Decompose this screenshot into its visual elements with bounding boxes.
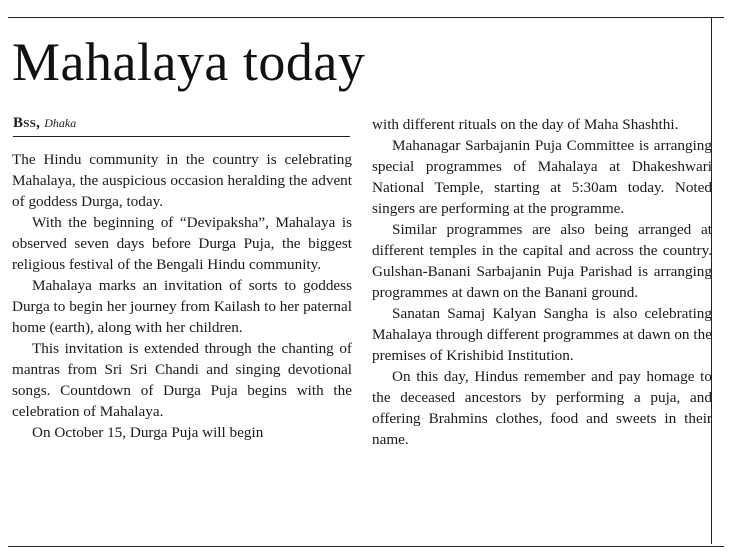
paragraph: with different rituals on the day of Maha Shashthi. xyxy=(372,116,679,133)
paragraph: Similar programmes are also being arranged at different temples in the capital and across the country. Gulshan-Banani Sarbajanin Puja Parishad is arranging programmes at dawn on the Banani ground. xyxy=(372,221,712,301)
bottom-rule xyxy=(8,546,724,547)
paragraph: With the beginning of “Devipaksha”, Mahalaya is observed seven days before Durga Puja, the biggest religious festival of the Bengali Hindu community. xyxy=(12,214,352,273)
byline-place: Dhaka xyxy=(44,116,77,130)
paragraph: On October 15, Durga Puja will begin xyxy=(32,424,264,441)
paragraph: Mahanagar Sarbajanin Puja Committee is arranging special programmes of Mahalaya at Dhakeshwari National Temple, starting at 5:30am today. Noted singers are performing at the programme. xyxy=(372,137,712,217)
paragraph: This invitation is extended through the chanting of mantras from Sri Sri Chandi and singing devotional songs. Countdown of Durga Puja begins with the celebration of Mahalaya. xyxy=(12,340,352,420)
article-column-left xyxy=(12,149,352,443)
paragraph: Sanatan Samaj Kalyan Sangha is also celebrating Mahalaya through different programmes at dawn on the premises of Krishibid Institution. xyxy=(372,305,712,364)
paragraph: On this day, Hindus remember and pay homage to the deceased ancestors by performing a puja, and offering Brahmins clothes, food and sweets in their name. xyxy=(372,368,712,448)
byline xyxy=(13,114,350,137)
headline: Mahalaya today xyxy=(12,32,366,92)
article-column-right xyxy=(372,114,712,450)
top-rule xyxy=(8,17,724,18)
byline-agency: Bss, xyxy=(13,115,41,131)
paragraph: The Hindu community in the country is celebrating Mahalaya, the auspicious occasion heralding the advent of goddess Durga, today. xyxy=(12,151,352,210)
paragraph: Mahalaya marks an invitation of sorts to goddess Durga to begin her journey from Kailash to her paternal home (earth), along with her children. xyxy=(12,277,352,336)
